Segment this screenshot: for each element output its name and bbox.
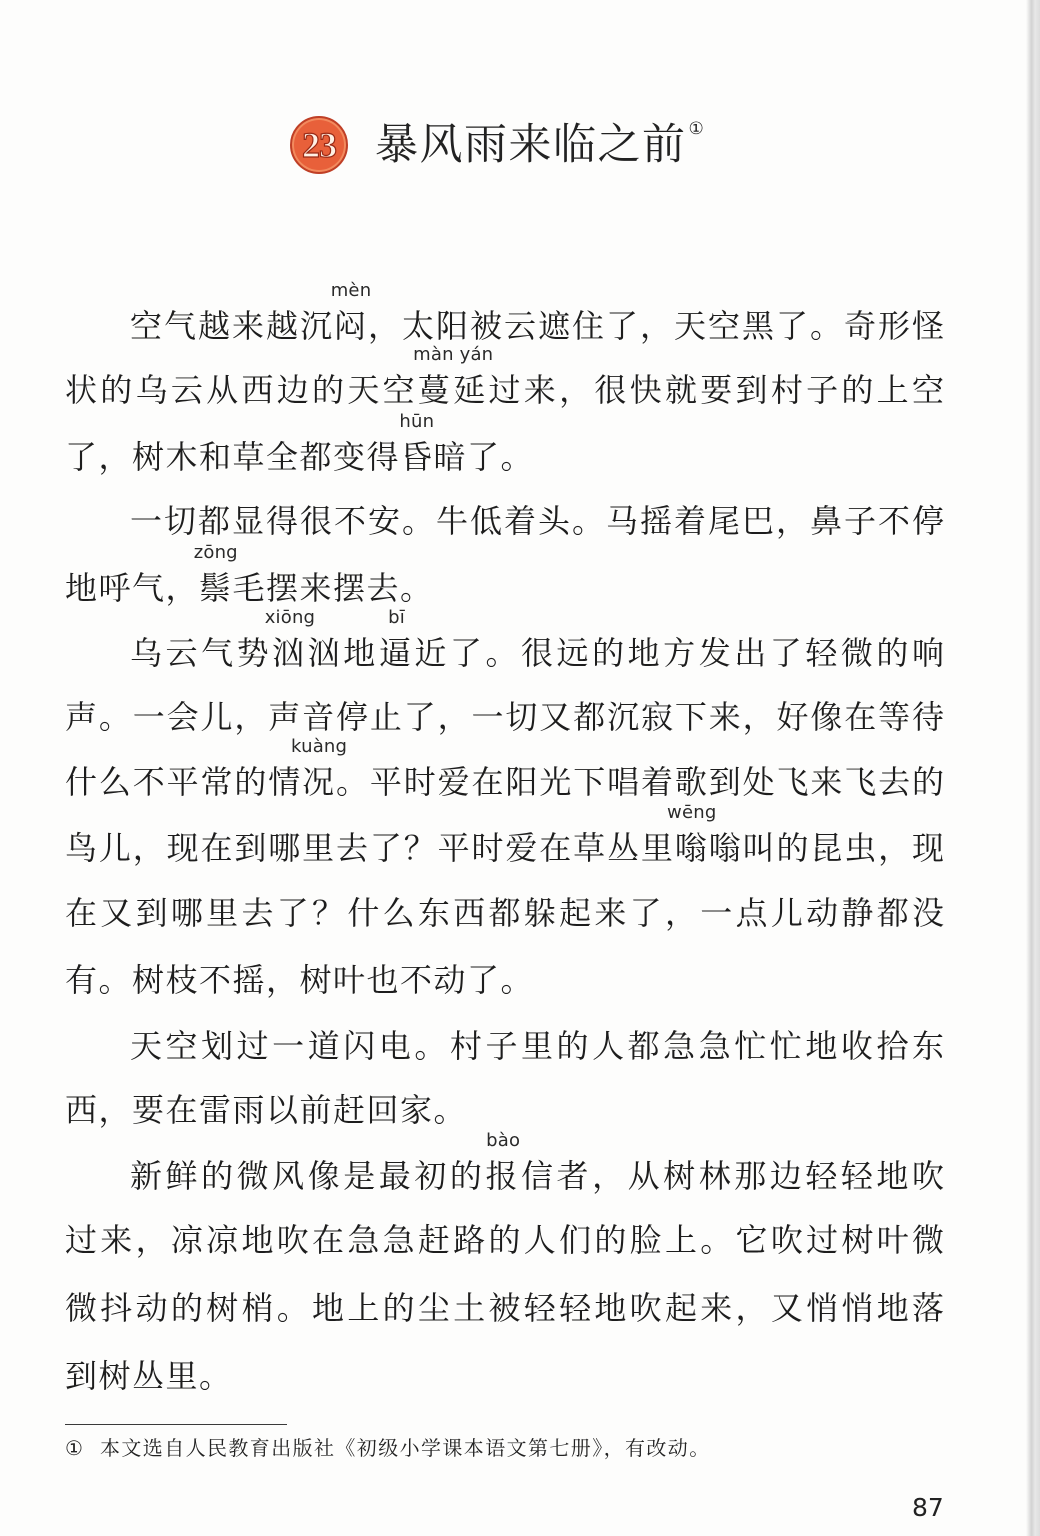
text-run: 暗了。 (433, 438, 535, 476)
text-run: 有。树枝不摇，树叶也不动了。 (65, 961, 535, 999)
text-run: 嗡叫的昆虫，现 (708, 829, 945, 867)
text-line (65, 607, 945, 673)
footnote-text: 本文选自人民教育出版社《初级小学课本语文第七册》，有改动。 (100, 1436, 711, 1460)
annotated-char (193, 542, 238, 607)
hanzi: 昏 (400, 438, 434, 476)
text-line (65, 960, 945, 1000)
text-run: 过来，凉凉地吹在急急赶路的人们的脸上。它吹过树叶微 (65, 1221, 945, 1259)
text-line (65, 411, 945, 477)
text-line (65, 1220, 945, 1260)
lesson-number-badge (290, 116, 348, 174)
pinyin: bào (486, 1130, 521, 1151)
text-run: 一切都显得很不安。牛低着头。马摇着尾巴，鼻子不停 (130, 502, 945, 540)
text-run: 到树丛里。 (65, 1357, 233, 1395)
text-run: 新鲜的微风像是最初的 (130, 1157, 486, 1195)
text-run: 空气越来越沉 (130, 307, 334, 345)
text-run: 西，要在雷雨以前赶回家。 (65, 1091, 468, 1129)
annotated-char (330, 280, 372, 345)
footnote-divider (65, 1424, 287, 1425)
text-run: 信者，从树林那边轻轻地吹 (520, 1157, 945, 1195)
pinyin: zōng (193, 542, 238, 563)
text-line (65, 344, 945, 410)
text-run: 地呼气， (65, 569, 200, 607)
lesson-title-text: 暴风雨来临之前 (375, 120, 687, 170)
annotated-char (485, 1130, 521, 1195)
text-run: 天空划过一道闪电。村子里的人都急急忙忙地收拾东 (130, 1027, 945, 1065)
hanzi: 蔓延 (417, 371, 489, 409)
pinyin: màn yán (413, 344, 494, 365)
lesson-heading (290, 116, 730, 176)
text-run: 在又到哪里去了？什么东西都躲起来了，一点儿动静都没 (65, 894, 945, 932)
annotated-char (291, 736, 348, 801)
text-line (65, 1026, 945, 1066)
pinyin: bī (388, 607, 405, 628)
hanzi: 汹 (272, 634, 308, 672)
page-edge-shadow (1026, 0, 1040, 1536)
annotated-char (264, 607, 316, 672)
text-run: 汹地 (307, 634, 379, 672)
annotated-char (413, 344, 494, 409)
hanzi: 逼 (378, 634, 415, 672)
text-run: ，太阳被云遮住了，天空黑了。奇形怪 (368, 307, 945, 345)
footnote (65, 1435, 711, 1461)
text-line (65, 542, 945, 608)
text-run: 过来，很快就要到村子的上空 (488, 371, 945, 409)
pinyin: hūn (399, 411, 435, 432)
text-run: 毛摆来摆去。 (232, 569, 434, 607)
footnote-mark: ① (65, 1436, 83, 1460)
pinyin: mèn (330, 280, 372, 301)
hanzi: 况 (302, 763, 337, 801)
annotated-char (378, 607, 415, 672)
text-run: 鸟儿，现在到哪里去了？平时爱在草丛里 (65, 829, 675, 867)
pinyin: xiōng (264, 607, 316, 628)
text-line (65, 1356, 945, 1396)
hanzi: 闷 (334, 307, 368, 345)
text-line (65, 1090, 945, 1130)
hanzi: 鬃 (199, 569, 233, 607)
hanzi: 嗡 (674, 829, 709, 867)
pinyin: wēng (667, 802, 717, 823)
text-run: 声。一会儿，声音停止了，一切又都沉寂下来，好像在等待 (65, 698, 945, 736)
text-line (65, 1288, 945, 1328)
lesson-number: 23 (302, 125, 336, 165)
text-line (65, 280, 945, 346)
annotated-char (399, 411, 435, 476)
text-line (65, 501, 945, 541)
text-run: 状的乌云从西边的天空 (65, 371, 418, 409)
text-line (65, 1130, 945, 1196)
text-run: 近了。很远的地方发出了轻微的响 (414, 634, 945, 672)
text-line (65, 697, 945, 737)
text-run: 什么不平常的情 (65, 763, 303, 801)
text-line (65, 893, 945, 933)
footnote-ref: ① (688, 119, 704, 139)
text-run: 了，树木和草全都变得 (65, 438, 401, 476)
text-line (65, 736, 945, 802)
text-run: 。平时爱在阳光下唱着歌到处飞来飞去的 (336, 763, 945, 801)
text-line (65, 802, 945, 868)
lesson-title (375, 119, 704, 171)
text-run: 乌云气势 (130, 634, 273, 672)
hanzi: 报 (485, 1157, 521, 1195)
page-number: 87 (912, 1493, 944, 1522)
annotated-char (667, 802, 717, 867)
text-run: 微抖动的树梢。地上的尘土被轻轻地吹起来，又悄悄地落 (65, 1289, 945, 1327)
pinyin: kuàng (291, 736, 348, 757)
